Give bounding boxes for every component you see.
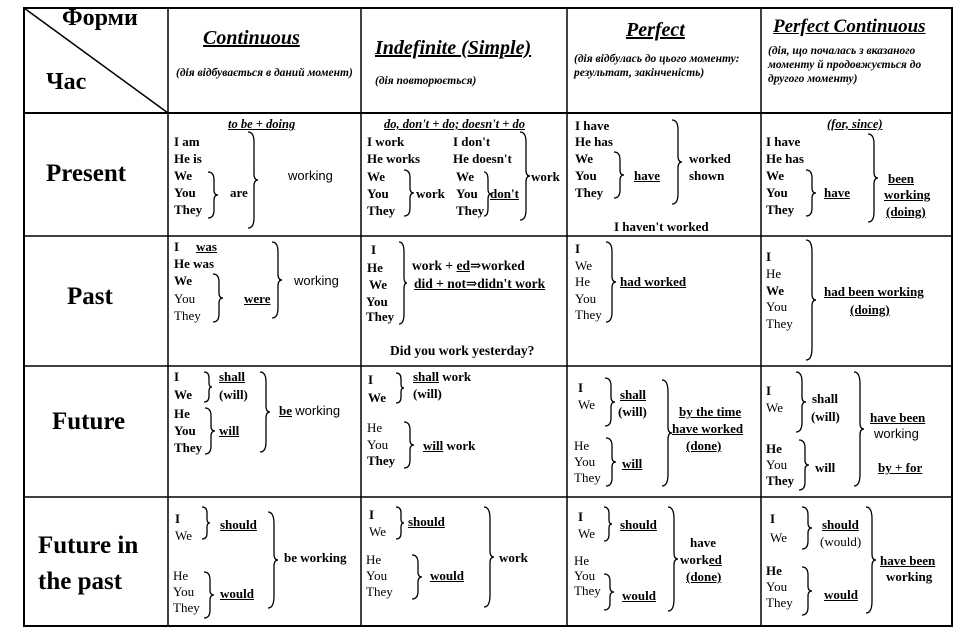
present-perf-we: We	[575, 151, 594, 166]
past-indef-we: We	[369, 277, 388, 292]
brace	[804, 238, 818, 362]
fpast-pc-would-paren: (would)	[820, 534, 862, 549]
present-indef-formula: do, don't + do; doesn't + do	[384, 117, 525, 131]
brace	[603, 376, 617, 428]
brace	[794, 370, 808, 434]
future-pc-i: I	[766, 383, 772, 398]
fpast-cont-should: should	[220, 517, 257, 532]
past-indef-they: They	[366, 309, 395, 324]
fpast-indef-verb: work	[499, 550, 528, 565]
brace	[203, 406, 217, 456]
future-perf-we: We	[578, 397, 595, 412]
brace	[270, 240, 284, 320]
fpast-indef-he: He	[366, 552, 382, 567]
brace	[202, 370, 214, 404]
past-indef-he: He	[367, 260, 383, 275]
future-cont-shall: shall	[219, 369, 246, 384]
brace	[866, 132, 880, 224]
present-perf-they: They	[575, 185, 604, 200]
future-pc-they: They	[766, 473, 795, 488]
brace	[852, 370, 866, 488]
present-indef-he: He works	[367, 151, 421, 166]
past-pc-we: We	[766, 283, 785, 298]
future-indef-will-work: will work	[423, 438, 476, 453]
future-pc-shall: shall	[812, 391, 839, 406]
brace	[604, 240, 618, 324]
past-cont-were: were	[244, 291, 271, 306]
brace	[394, 505, 406, 541]
brace	[211, 272, 225, 324]
future-indef-they: They	[367, 453, 396, 468]
present-pc-have: have	[824, 185, 850, 200]
brace	[800, 505, 814, 551]
present-indef-neg-they: They	[456, 203, 485, 218]
past-perf-i: I	[575, 241, 581, 256]
past-indef-rule-negative: did + not⇒didn't work	[414, 276, 546, 291]
present-cont-formula: to be + doing	[228, 117, 296, 131]
future-cont-will: will	[219, 423, 240, 438]
future-perf-have-worked: have worked	[672, 421, 744, 436]
past-pc-they: They	[766, 316, 793, 331]
past-cont-he: He was	[174, 256, 215, 271]
future-cont-he: He	[174, 406, 190, 421]
fpast-pc-we: We	[770, 530, 787, 545]
present-indef-we: We	[367, 169, 386, 184]
present-indef-neg-he: He doesn't	[453, 151, 512, 166]
present-pc-they: They	[766, 202, 795, 217]
future-cont-we: We	[174, 387, 193, 402]
future-perf-will: will	[622, 456, 643, 471]
fpast-cont-they: They	[173, 600, 200, 615]
corner-tense-label: Час	[46, 69, 87, 95]
brace	[797, 438, 811, 492]
past-cont-i: I	[174, 239, 180, 254]
brace	[266, 510, 280, 610]
present-indef-i: I work	[367, 134, 405, 149]
fpast-indef-i: I	[369, 507, 375, 522]
present-indef-neg-dont: don't	[490, 186, 519, 201]
present-perf-you: You	[575, 168, 597, 183]
brace	[518, 130, 532, 222]
present-perf-i: I have	[575, 118, 610, 133]
present-perf-worked: worked	[689, 151, 731, 166]
fpast-indef-you: You	[366, 568, 388, 583]
fpast-cont-would: would	[220, 586, 254, 601]
present-indef-neg-i: I don't	[453, 134, 491, 149]
brace	[202, 570, 216, 620]
fpast-pc-you: You	[766, 579, 788, 594]
future-perf-by-the-time: by the time	[679, 404, 742, 419]
present-perf-shown: shown	[689, 168, 725, 183]
past-pc-you: You	[766, 299, 788, 314]
header-perfect-continuous-note: (дія, що почалась з вказаного моменту й продовжується до другого моменту)	[768, 45, 922, 85]
present-cont-you: You	[174, 185, 196, 200]
future-cont-they: They	[174, 440, 203, 455]
fpast-pc-working: working	[886, 569, 933, 584]
brace	[604, 436, 618, 488]
present-pc-working: working	[884, 187, 931, 202]
present-perf-he: He has	[575, 134, 613, 149]
present-cont-verb: working	[288, 168, 333, 183]
brace	[482, 505, 496, 609]
fpast-indef-they: They	[366, 584, 393, 599]
fpast-cont-he: He	[173, 568, 189, 583]
future-indef-will-paren: (will)	[413, 386, 442, 401]
fpast-indef-we: We	[369, 524, 386, 539]
past-cont-you: You	[174, 291, 196, 306]
past-indef-question: Did you work yesterday?	[390, 343, 535, 358]
future-perf-done: (done)	[686, 438, 722, 453]
future-indef-we: We	[368, 390, 387, 405]
brace	[804, 168, 818, 218]
row-present: Present	[46, 160, 127, 187]
present-cont-i: I am	[174, 134, 200, 149]
fpast-perf-we: We	[578, 526, 595, 541]
future-pc-he: He	[766, 441, 782, 456]
past-indef-i: I	[371, 242, 377, 257]
future-perf-i: I	[578, 380, 584, 395]
brace	[246, 130, 260, 230]
header-perfect: Perfect	[626, 19, 685, 41]
header-indefinite-note: (дія повторюється)	[375, 75, 477, 87]
fpast-pc-he: He	[766, 563, 782, 578]
fpast-cont-we: We	[175, 528, 192, 543]
brace	[602, 505, 614, 543]
brace	[258, 370, 272, 454]
brace	[206, 170, 220, 220]
present-pc-i: I have	[766, 134, 801, 149]
present-pc-been: been	[888, 171, 914, 186]
future-pc-we: We	[766, 400, 783, 415]
row-future-in-past-line2: the past	[38, 568, 123, 595]
fpast-perf-he: He	[574, 553, 590, 568]
brace	[402, 168, 416, 218]
past-indef-you: You	[366, 294, 388, 309]
future-indef-i: I	[368, 372, 374, 387]
fpast-perf-they: They	[574, 583, 601, 598]
present-indef-neg-work: work	[531, 169, 560, 184]
past-cont-we: We	[174, 273, 193, 288]
fpast-perf-have: have	[690, 535, 716, 550]
past-perf-they: They	[575, 307, 602, 322]
brace	[410, 553, 424, 601]
fpast-pc-i: I	[770, 511, 776, 526]
fpast-perf-worked: worked	[680, 552, 722, 567]
future-perf-he: He	[574, 438, 590, 453]
future-pc-have-been: have been	[870, 410, 926, 425]
future-cont-you: You	[174, 423, 196, 438]
present-pc-he: He has	[766, 151, 804, 166]
brace	[800, 565, 814, 617]
past-pc-i: I	[766, 249, 772, 264]
header-perfect-continuous: Perfect Continuous	[773, 16, 926, 37]
future-indef-he: He	[367, 420, 383, 435]
future-pc-by-for: by + for	[878, 460, 923, 475]
future-perf-will-paren: (will)	[618, 404, 647, 419]
brace	[666, 505, 680, 613]
fpast-cont-i: I	[175, 511, 181, 526]
past-perf-you: You	[575, 291, 597, 306]
fpast-perf-should: should	[620, 517, 657, 532]
present-pc-formula: (for, since)	[827, 117, 883, 131]
brace	[200, 505, 212, 541]
future-perf-you: You	[574, 454, 596, 469]
fpast-pc-they: They	[766, 595, 793, 610]
present-indef-work: work	[416, 186, 445, 201]
future-pc-will: will	[815, 460, 836, 475]
past-perf-he: He	[575, 274, 591, 289]
past-cont-they: They	[174, 308, 201, 323]
fpast-pc-would: would	[824, 587, 858, 602]
brace	[402, 420, 416, 470]
present-perf-have: have	[634, 168, 660, 183]
present-indef-you: You	[367, 186, 389, 201]
fpast-perf-i: I	[578, 509, 584, 524]
present-indef-neg-we: We	[456, 169, 475, 184]
header-indefinite: Indefinite (Simple)	[375, 37, 532, 59]
fpast-indef-would: would	[430, 568, 464, 583]
fpast-perf-done: (done)	[686, 569, 722, 584]
future-cont-i: I	[174, 369, 180, 384]
row-past: Past	[67, 283, 113, 310]
past-pc-he: He	[766, 266, 782, 281]
present-cont-we: We	[174, 168, 193, 183]
row-future: Future	[52, 408, 126, 435]
row-future-in-past-line1: Future in	[38, 532, 139, 559]
future-perf-shall: shall	[620, 387, 647, 402]
future-perf-they: They	[574, 470, 601, 485]
header-continuous: Continuous	[203, 27, 300, 49]
present-cont-are: are	[230, 185, 248, 200]
present-pc-you: You	[766, 185, 788, 200]
brace	[394, 371, 406, 405]
past-cont-was: was	[196, 239, 217, 254]
present-cont-they: They	[174, 202, 203, 217]
future-pc-working: working	[874, 426, 919, 441]
present-indef-they: They	[367, 203, 396, 218]
corner-forms-label: Форми	[62, 5, 138, 31]
future-pc-you: You	[766, 457, 788, 472]
past-perf-had-worked: had worked	[620, 274, 687, 289]
brace	[670, 118, 684, 206]
brace	[612, 150, 626, 200]
fpast-perf-would: would	[622, 588, 656, 603]
present-cont-he: He is	[174, 151, 202, 166]
future-cont-verb: be working	[279, 403, 341, 418]
past-pc-had-been-working: had been working	[824, 284, 924, 299]
header-continuous-note: (дія відбувається в даний момент)	[176, 67, 353, 79]
present-indef-neg-you: You	[456, 186, 478, 201]
header-perfect-note: (дія відбулась до цього моменту: результат, закінченість)	[574, 53, 740, 79]
fpast-pc-should: should	[822, 517, 859, 532]
present-pc-doing: (doing)	[886, 204, 926, 219]
fpast-cont-verb: be working	[284, 550, 347, 565]
future-indef-you: You	[367, 437, 389, 452]
past-pc-doing: (doing)	[850, 302, 890, 317]
fpast-cont-you: You	[173, 584, 195, 599]
fpast-perf-you: You	[574, 568, 596, 583]
brace	[864, 505, 878, 615]
past-perf-we: We	[575, 258, 592, 273]
fpast-indef-should: should	[408, 514, 445, 529]
past-indef-rule-affirmative: work + ed⇒worked	[412, 258, 525, 273]
future-cont-will-paren: (will)	[219, 387, 248, 402]
present-perf-negative: I haven't worked	[614, 219, 709, 234]
present-pc-we: We	[766, 168, 785, 183]
future-pc-will-paren: (will)	[811, 409, 840, 424]
past-cont-verb: working	[294, 273, 339, 288]
future-indef-shall-work: shall work	[413, 369, 472, 384]
brace	[397, 240, 409, 326]
fpast-pc-have-been: have been	[880, 553, 936, 568]
brace	[602, 572, 616, 612]
